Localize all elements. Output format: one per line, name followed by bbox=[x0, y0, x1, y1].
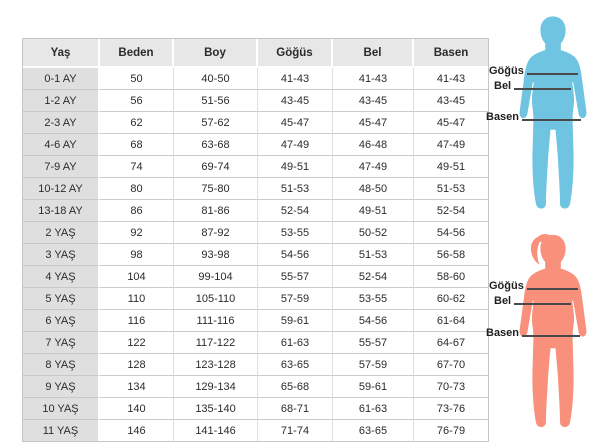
table-row bbox=[23, 354, 488, 376]
value-cell: 45-47 bbox=[414, 112, 488, 134]
value-cell: 57-59 bbox=[333, 354, 414, 376]
value-cell: 47-49 bbox=[258, 134, 333, 156]
table-row bbox=[23, 90, 488, 112]
boy-hip-callout bbox=[486, 109, 581, 123]
girl-waist-callout bbox=[494, 293, 571, 307]
age-cell: 10 YAŞ bbox=[23, 398, 100, 420]
table-row bbox=[23, 398, 488, 420]
value-cell: 93-98 bbox=[174, 244, 258, 266]
column-header-age: Yaş bbox=[23, 39, 100, 68]
girl-chest-label: Göğüs bbox=[489, 280, 524, 292]
value-cell: 55-57 bbox=[333, 332, 414, 354]
boy-waist-line bbox=[514, 88, 571, 90]
size-table-body bbox=[23, 68, 488, 441]
size-table-header bbox=[23, 39, 488, 68]
age-cell: 7 YAŞ bbox=[23, 332, 100, 354]
value-cell: 62 bbox=[100, 112, 174, 134]
age-cell: 0-1 AY bbox=[23, 68, 100, 90]
value-cell: 68-71 bbox=[258, 398, 333, 420]
value-cell: 75-80 bbox=[174, 178, 258, 200]
value-cell: 64-67 bbox=[414, 332, 488, 354]
table-row bbox=[23, 222, 488, 244]
girl-waist-label: Bel bbox=[494, 295, 512, 307]
girl-chest-line bbox=[527, 288, 578, 290]
value-cell: 61-63 bbox=[258, 332, 333, 354]
value-cell: 122 bbox=[100, 332, 174, 354]
column-header-height: Boy bbox=[174, 39, 258, 68]
value-cell: 43-45 bbox=[258, 90, 333, 112]
value-cell: 49-51 bbox=[333, 200, 414, 222]
table-row bbox=[23, 200, 488, 222]
table-row bbox=[23, 376, 488, 398]
girl-hip-label: Basen bbox=[486, 327, 520, 339]
value-cell: 58-60 bbox=[414, 266, 488, 288]
value-cell: 98 bbox=[100, 244, 174, 266]
boy-hip-line bbox=[522, 119, 581, 121]
value-cell: 56 bbox=[100, 90, 174, 112]
age-cell: 1-2 AY bbox=[23, 90, 100, 112]
value-cell: 67-70 bbox=[414, 354, 488, 376]
boy-chest-callout bbox=[489, 63, 578, 77]
value-cell: 61-64 bbox=[414, 310, 488, 332]
column-header-size: Beden bbox=[100, 39, 174, 68]
age-cell: 9 YAŞ bbox=[23, 376, 100, 398]
value-cell: 57-62 bbox=[174, 112, 258, 134]
value-cell: 135-140 bbox=[174, 398, 258, 420]
girl-chest-callout bbox=[489, 278, 578, 292]
table-row bbox=[23, 244, 488, 266]
age-cell: 4-6 AY bbox=[23, 134, 100, 156]
value-cell: 129-134 bbox=[174, 376, 258, 398]
boy-chest-line bbox=[527, 73, 578, 75]
value-cell: 74 bbox=[100, 156, 174, 178]
value-cell: 63-68 bbox=[174, 134, 258, 156]
value-cell: 48-50 bbox=[333, 178, 414, 200]
table-row bbox=[23, 266, 488, 288]
age-cell: 2 YAŞ bbox=[23, 222, 100, 244]
value-cell: 76-79 bbox=[414, 420, 488, 441]
age-cell: 5 YAŞ bbox=[23, 288, 100, 310]
value-cell: 41-43 bbox=[333, 68, 414, 90]
value-cell: 59-61 bbox=[333, 376, 414, 398]
boy-waist-callout bbox=[494, 78, 571, 92]
value-cell: 54-56 bbox=[258, 244, 333, 266]
boy-waist-label: Bel bbox=[494, 80, 512, 92]
value-cell: 60-62 bbox=[414, 288, 488, 310]
value-cell: 80 bbox=[100, 178, 174, 200]
value-cell: 65-68 bbox=[258, 376, 333, 398]
value-cell: 104 bbox=[100, 266, 174, 288]
value-cell: 51-53 bbox=[333, 244, 414, 266]
age-cell: 4 YAŞ bbox=[23, 266, 100, 288]
value-cell: 141-146 bbox=[174, 420, 258, 441]
boy-chest-label: Göğüs bbox=[489, 65, 524, 77]
age-cell: 10-12 AY bbox=[23, 178, 100, 200]
table-row bbox=[23, 68, 488, 90]
age-cell: 2-3 AY bbox=[23, 112, 100, 134]
value-cell: 86 bbox=[100, 200, 174, 222]
table-row bbox=[23, 420, 488, 441]
value-cell: 51-53 bbox=[414, 178, 488, 200]
value-cell: 128 bbox=[100, 354, 174, 376]
age-cell: 7-9 AY bbox=[23, 156, 100, 178]
age-cell: 13-18 AY bbox=[23, 200, 100, 222]
value-cell: 46-48 bbox=[333, 134, 414, 156]
value-cell: 57-59 bbox=[258, 288, 333, 310]
girl-hip-line bbox=[522, 335, 580, 337]
value-cell: 70-73 bbox=[414, 376, 488, 398]
value-cell: 52-54 bbox=[414, 200, 488, 222]
value-cell: 53-55 bbox=[258, 222, 333, 244]
value-cell: 117-122 bbox=[174, 332, 258, 354]
value-cell: 61-63 bbox=[333, 398, 414, 420]
value-cell: 54-56 bbox=[333, 310, 414, 332]
value-cell: 52-54 bbox=[333, 266, 414, 288]
value-cell: 63-65 bbox=[333, 420, 414, 441]
value-cell: 55-57 bbox=[258, 266, 333, 288]
value-cell: 92 bbox=[100, 222, 174, 244]
table-row bbox=[23, 112, 488, 134]
value-cell: 53-55 bbox=[333, 288, 414, 310]
value-cell: 73-76 bbox=[414, 398, 488, 420]
value-cell: 47-49 bbox=[333, 156, 414, 178]
value-cell: 134 bbox=[100, 376, 174, 398]
table-row bbox=[23, 156, 488, 178]
value-cell: 146 bbox=[100, 420, 174, 441]
column-header-chest: Göğüs bbox=[258, 39, 333, 68]
value-cell: 111-116 bbox=[174, 310, 258, 332]
column-header-waist: Bel bbox=[333, 39, 414, 68]
age-cell: 8 YAŞ bbox=[23, 354, 100, 376]
table-row bbox=[23, 332, 488, 354]
value-cell: 116 bbox=[100, 310, 174, 332]
table-row bbox=[23, 288, 488, 310]
value-cell: 140 bbox=[100, 398, 174, 420]
column-header-hip: Basen bbox=[414, 39, 488, 68]
value-cell: 45-47 bbox=[333, 112, 414, 134]
value-cell: 87-92 bbox=[174, 222, 258, 244]
table-row bbox=[23, 178, 488, 200]
age-cell: 11 YAŞ bbox=[23, 420, 100, 441]
value-cell: 49-51 bbox=[414, 156, 488, 178]
value-cell: 52-54 bbox=[258, 200, 333, 222]
girl-waist-line bbox=[514, 303, 571, 305]
value-cell: 99-104 bbox=[174, 266, 258, 288]
boy-hip-label: Basen bbox=[486, 111, 520, 123]
value-cell: 40-50 bbox=[174, 68, 258, 90]
value-cell: 49-51 bbox=[258, 156, 333, 178]
age-cell: 3 YAŞ bbox=[23, 244, 100, 266]
value-cell: 123-128 bbox=[174, 354, 258, 376]
size-table bbox=[22, 38, 489, 442]
value-cell: 43-45 bbox=[333, 90, 414, 112]
value-cell: 68 bbox=[100, 134, 174, 156]
age-cell: 6 YAŞ bbox=[23, 310, 100, 332]
value-cell: 63-65 bbox=[258, 354, 333, 376]
value-cell: 110 bbox=[100, 288, 174, 310]
table-row bbox=[23, 310, 488, 332]
value-cell: 69-74 bbox=[174, 156, 258, 178]
value-cell: 47-49 bbox=[414, 134, 488, 156]
value-cell: 59-61 bbox=[258, 310, 333, 332]
table-row bbox=[23, 134, 488, 156]
value-cell: 71-74 bbox=[258, 420, 333, 441]
value-cell: 51-56 bbox=[174, 90, 258, 112]
value-cell: 50 bbox=[100, 68, 174, 90]
value-cell: 105-110 bbox=[174, 288, 258, 310]
value-cell: 54-56 bbox=[414, 222, 488, 244]
value-cell: 56-58 bbox=[414, 244, 488, 266]
value-cell: 41-43 bbox=[414, 68, 488, 90]
value-cell: 50-52 bbox=[333, 222, 414, 244]
value-cell: 41-43 bbox=[258, 68, 333, 90]
value-cell: 51-53 bbox=[258, 178, 333, 200]
girl-hip-callout bbox=[486, 325, 580, 339]
value-cell: 45-47 bbox=[258, 112, 333, 134]
value-cell: 81-86 bbox=[174, 200, 258, 222]
header-row bbox=[23, 39, 488, 68]
value-cell: 43-45 bbox=[414, 90, 488, 112]
